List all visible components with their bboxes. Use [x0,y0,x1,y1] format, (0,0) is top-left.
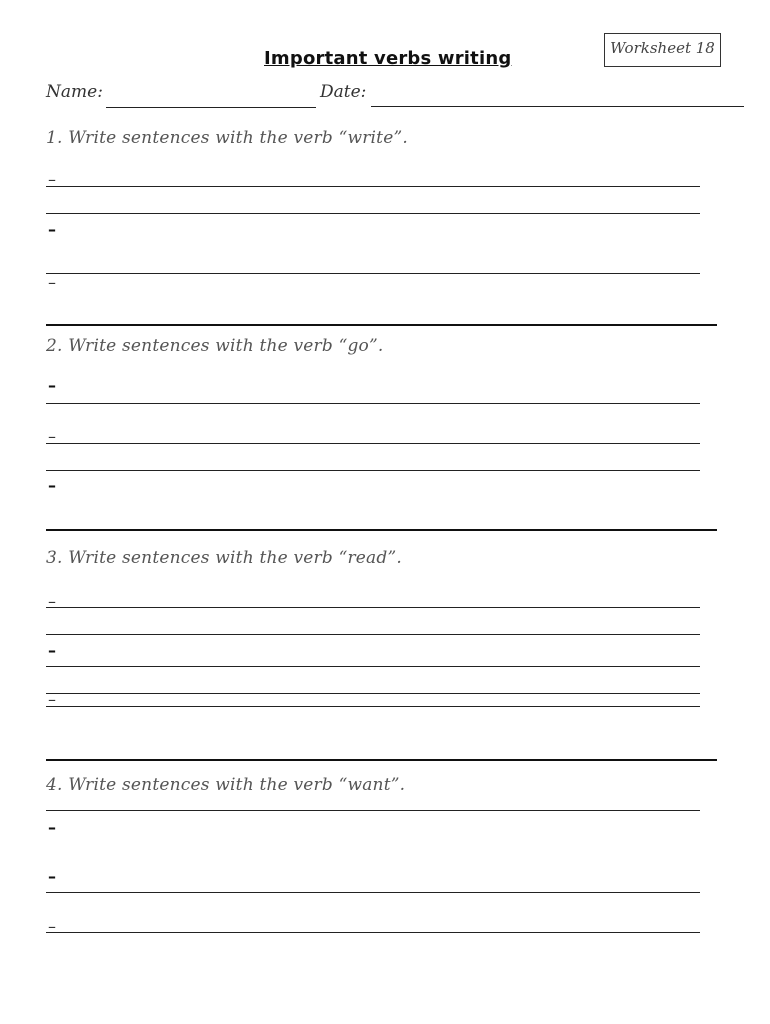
section-divider [46,759,717,761]
writing-line[interactable] [46,186,700,187]
writing-line[interactable] [46,666,700,667]
writing-line[interactable] [46,693,700,694]
writing-line[interactable] [46,810,700,811]
bullet-dash: – [48,867,56,886]
writing-line[interactable] [46,634,700,635]
bullet-dash: – [48,170,56,189]
bullet-dash: – [48,220,56,239]
section-3-prompt: 3. Write sentences with the verb “read”. [46,548,402,568]
section-divider [46,529,717,531]
writing-line[interactable] [46,273,700,274]
date-field-line[interactable] [371,106,744,107]
writing-line[interactable] [46,403,700,404]
bullet-dash: – [48,376,56,395]
bullet-dash: – [48,917,56,936]
bullet-dash: – [48,592,56,611]
writing-line[interactable] [46,932,700,933]
name-field-line[interactable] [106,107,316,108]
writing-line[interactable] [46,706,700,707]
name-label: Name: [46,82,103,102]
section-divider [46,324,717,326]
bullet-dash: – [48,690,56,709]
page-title: Important verbs writing [264,48,512,69]
section-2-prompt: 2. Write sentences with the verb “go”. [46,336,384,356]
bullet-dash: – [48,427,56,446]
section-1-prompt: 1. Write sentences with the verb “write”. [46,128,408,148]
writing-line[interactable] [46,213,700,214]
writing-line[interactable] [46,470,700,471]
bullet-dash: – [48,273,56,292]
writing-line[interactable] [46,607,700,608]
bullet-dash: – [48,476,56,495]
writing-line[interactable] [46,892,700,893]
writing-line[interactable] [46,443,700,444]
bullet-dash: – [48,818,56,837]
bullet-dash: – [48,641,56,660]
date-label: Date: [320,82,367,102]
section-4-prompt: 4. Write sentences with the verb “want”. [46,775,406,795]
worksheet-number-box: Worksheet 18 [604,33,721,67]
